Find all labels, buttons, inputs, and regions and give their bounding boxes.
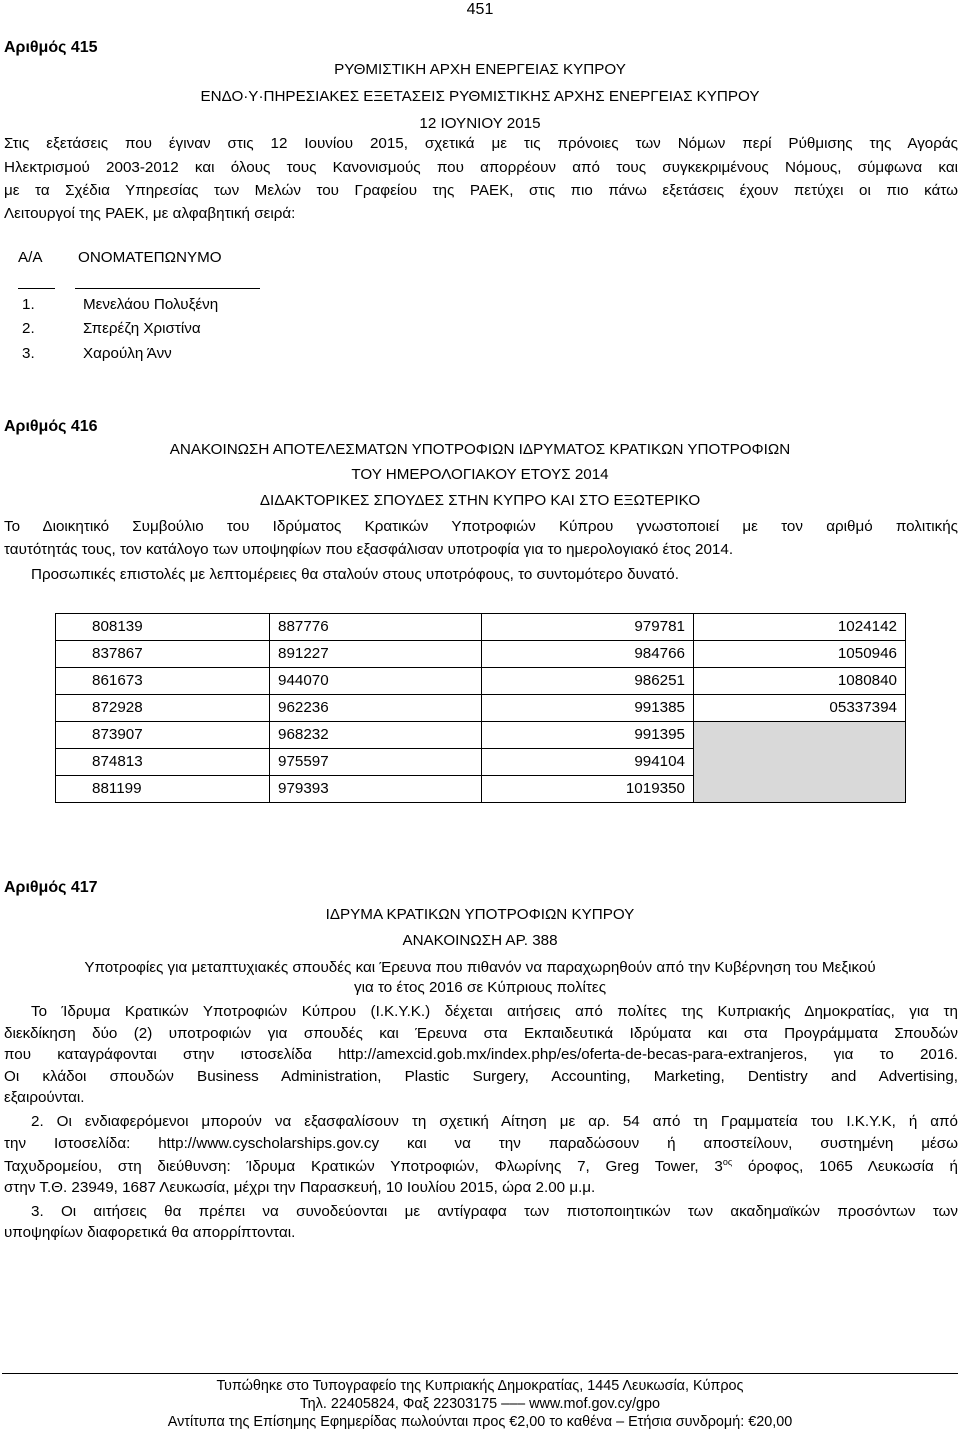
table-cell: 872928 bbox=[56, 695, 270, 722]
table-row bbox=[56, 695, 906, 722]
table-row bbox=[56, 668, 906, 695]
column-underline-name bbox=[75, 288, 260, 289]
notice-417-paragraph-line: Το Ίδρυμα Κρατικών Υποτροφιών Κύπρου (Ι.Κ.Υ.Κ.) δέχεται αιτήσεις από πολίτες της Κυπριακής Δημοκρατίας, για τη bbox=[31, 1003, 958, 1020]
notice-416-heading: Αριθμός 416 bbox=[4, 418, 98, 435]
notice-415-date: 12 ΙΟΥΝΙΟΥ 2015 bbox=[419, 115, 541, 132]
notice-417-heading: Αριθμός 417 bbox=[4, 879, 98, 896]
address-text: Ταχυδρομείου, στη διεύθυνση: Ίδρυμα Κρατικών Υποτροφιών, Φλωρίνης 7, Greg Tower, 3 bbox=[4, 1158, 723, 1175]
notice-417-paragraph-line: στην Τ.Θ. 23949, 1687 Λευκωσία, μέχρι την Παρασκευή, 10 Ιουλίου 2015, ώρα 2.00 μ.μ. bbox=[4, 1179, 596, 1196]
notice-417-paragraph-line: 2. Οι ενδιαφερόμενοι μπορούν να εξασφαλίσουν τη σχετική Αίτηση με αρ. 54 από τη Γραμματεία του Ι.Κ.Υ.Κ, ή από bbox=[31, 1113, 958, 1130]
notice-417-description-line: Υποτροφίες για μεταπτυχιακές σπουδές και Έρευνα που πιθανόν να παραχωρηθούν από την Κυβέρνηση του Μεξικού bbox=[84, 959, 876, 976]
column-header-aa: Α/Α bbox=[18, 249, 43, 266]
table-cell: 1080840 bbox=[694, 668, 906, 695]
notice-417-subtitle: ΑΝΑΚΟΙΝΩΣΗ ΑΡ. 388 bbox=[402, 932, 558, 949]
notice-417-paragraph-line bbox=[4, 1157, 958, 1176]
table-cell-empty-shaded bbox=[694, 722, 906, 803]
table-cell: 837867 bbox=[56, 641, 270, 668]
footer-price-line: Αντίτυπα της Επίσημης Εφημερίδας πωλούνται προς €2,00 το καθένα – Ετήσια συνδρομή: €20,00 bbox=[167, 1414, 793, 1430]
table-cell: 861673 bbox=[56, 668, 270, 695]
table-cell: 975597 bbox=[270, 749, 482, 776]
notice-415-title: ΡΥΘΜΙΣΤΙΚΗ ΑΡΧΗ ΕΝΕΡΓΕΙΑΣ ΚΥΠΡΟΥ bbox=[334, 61, 626, 78]
notice-415-paragraph-line: Ηλεκτρισμού 2003-2012 και όλους τους Κανονισμούς που απορρέουν από τους συγκεκριμένους Νόμους, σύμφωνα και bbox=[4, 159, 958, 176]
notice-415-heading: Αριθμός 415 bbox=[4, 39, 98, 56]
table-cell: 887776 bbox=[270, 614, 482, 641]
scholarship-codes-table bbox=[55, 613, 906, 803]
table-cell: 968232 bbox=[270, 722, 482, 749]
table-cell: 05337394 bbox=[694, 695, 906, 722]
column-header-name: ΟΝΟΜΑΤΕΠΩΝΥΜΟ bbox=[78, 249, 222, 266]
ordinal-superscript: ος bbox=[722, 1157, 733, 1167]
footer-divider bbox=[2, 1373, 958, 1374]
table-cell: 994104 bbox=[482, 749, 694, 776]
table-cell: 874813 bbox=[56, 749, 270, 776]
notice-416-subtitle2: ΔΙΔΑΚΤΟΡΙΚΕΣ ΣΠΟΥΔΕΣ ΣΤΗΝ ΚΥΠΡΟ ΚΑΙ ΣΤΟ ΕΞΩΤΕΡΙΚΟ bbox=[259, 492, 701, 509]
column-underline-aa bbox=[18, 288, 55, 289]
table-cell: 881199 bbox=[56, 776, 270, 803]
table-row bbox=[56, 641, 906, 668]
table-cell: 984766 bbox=[482, 641, 694, 668]
notice-417-paragraph-line: που καταγράφονται στην ιστοσελίδα http://amexcid.gob.mx/index.php/es/oferta-de-becas-para-extranjeros, για το 2016. bbox=[4, 1046, 958, 1063]
table-cell: 944070 bbox=[270, 668, 482, 695]
footer-contact-line: Τηλ. 22405824, Φαξ 22303175 ––– www.mof.gov.cy/gpo bbox=[299, 1396, 661, 1412]
notice-417-paragraph-line: υποψηφίων διαφορετικά θα απορρίπτονται. bbox=[4, 1224, 296, 1241]
table-row bbox=[56, 722, 906, 749]
list-item-name: Σπερέζη Χριστίνα bbox=[83, 320, 201, 337]
table-row bbox=[56, 614, 906, 641]
notice-416-title: ΑΝΑΚΟΙΝΩΣΗ ΑΠΟΤΕΛΕΣΜΑΤΩΝ ΥΠΟΤΡΟΦΙΩΝ ΙΔΡΥΜΑΤΟΣ ΚΡΑΤΙΚΩΝ ΥΠΟΤΡΟΦΙΩΝ bbox=[169, 441, 791, 458]
table-cell: 962236 bbox=[270, 695, 482, 722]
list-item-number: 2. bbox=[22, 320, 35, 337]
notice-415-paragraph-line: Στις εξετάσεις που έγιναν στις 12 Ιουνίου 2015, σχετικά με τις πρόνοιες των Νόμων περί Ρύθμισης της Αγοράς bbox=[4, 135, 958, 152]
list-item-number: 3. bbox=[22, 345, 35, 362]
notice-415-paragraph-line: με τα Σχέδια Υπηρεσίας των Μελών του Γραφείου της ΡΑΕΚ, στις πιο πάνω εξετάσεις έχουν πετύχει οι πιο κάτω bbox=[4, 182, 958, 199]
table-cell: 991395 bbox=[482, 722, 694, 749]
table-cell: 873907 bbox=[56, 722, 270, 749]
notice-417-paragraph-line: την Ιστοσελίδα: http://www.cyscholarships.gov.cy και να την παραδώσουν ή αποστείλουν, συστημένη μέσω bbox=[4, 1135, 958, 1152]
table-cell: 986251 bbox=[482, 668, 694, 695]
notice-415-paragraph-line: Λειτουργοί της ΡΑΕΚ, με αλφαβητική σειρά: bbox=[4, 205, 296, 222]
footer-printer-line: Τυπώθηκε στο Τυπογραφείο της Κυπριακής Δημοκρατίας, 1445 Λευκωσία, Κύπρος bbox=[216, 1378, 744, 1394]
list-item-name: Μενελάου Πολυξένη bbox=[83, 296, 219, 313]
table-cell: 891227 bbox=[270, 641, 482, 668]
notice-417-paragraph-line: Οι κλάδοι σπουδών Business Administration, Plastic Surgery, Accounting, Marketing, Dentistry and Advertising, bbox=[4, 1068, 958, 1085]
table-cell: 808139 bbox=[56, 614, 270, 641]
page-number: 451 bbox=[466, 1, 494, 18]
notice-417-paragraph-line: διεκδίκηση δύο (2) υποτροφιών για σπουδές και Έρευνα στα Εκπαιδευτικά Ιδρύματα και στα Προγράμματα Σπουδών bbox=[4, 1025, 958, 1042]
notice-416-subtitle: ΤΟΥ ΗΜΕΡΟΛΟΓΙΑΚΟΥ ΕΤΟΥΣ 2014 bbox=[351, 466, 609, 483]
list-item-name: Χαρούλη Άνν bbox=[83, 345, 172, 362]
address-text: όροφος, 1065 Λευκωσία ή bbox=[732, 1158, 958, 1175]
notice-416-paragraph-line: Το Διοικητικό Συμβούλιο του Ιδρύματος Κρατικών Υποτροφιών Κύπρου γνωστοποιεί με τον αριθμό πολιτικής bbox=[4, 518, 958, 535]
notice-417-paragraph-line: 3. Οι αιτήσεις θα πρέπει να συνοδεύονται με αντίγραφα των πιστοποιητικών των ακαδημαϊκών προσόντων των bbox=[31, 1203, 958, 1220]
notice-416-paragraph2: Προσωπικές επιστολές με λεπτομέρειες θα σταλούν στους υποτρόφους, το συντομότερο δυνατό. bbox=[31, 566, 679, 583]
notice-416-paragraph-line: ταυτότητάς τους, τον κατάλογο των υποψηφίων που εξασφάλισαν υποτροφία για το ημερολογιακό έτος 2014. bbox=[4, 541, 734, 558]
notice-415-subtitle: ΕΝΔΟ·Υ·ΠΗΡΕΣΙΑΚΕΣ ΕΞΕΤΑΣΕΙΣ ΡΥΘΜΙΣΤΙΚΗΣ ΑΡΧΗΣ ΕΝΕΡΓΕΙΑΣ ΚΥΠΡΟΥ bbox=[200, 88, 760, 105]
table-cell: 979781 bbox=[482, 614, 694, 641]
table-cell: 979393 bbox=[270, 776, 482, 803]
table-cell: 1024142 bbox=[694, 614, 906, 641]
table-cell: 1050946 bbox=[694, 641, 906, 668]
table-cell: 1019350 bbox=[482, 776, 694, 803]
list-item-number: 1. bbox=[22, 296, 35, 313]
notice-417-paragraph-line: εξαιρούνται. bbox=[4, 1089, 85, 1106]
notice-417-title: ΙΔΡΥΜΑ ΚΡΑΤΙΚΩΝ ΥΠΟΤΡΟΦΙΩΝ ΚΥΠΡΟΥ bbox=[325, 906, 635, 923]
notice-417-description-line: για το έτος 2016 σε Κύπριους πολίτες bbox=[353, 979, 607, 996]
table-cell: 991385 bbox=[482, 695, 694, 722]
